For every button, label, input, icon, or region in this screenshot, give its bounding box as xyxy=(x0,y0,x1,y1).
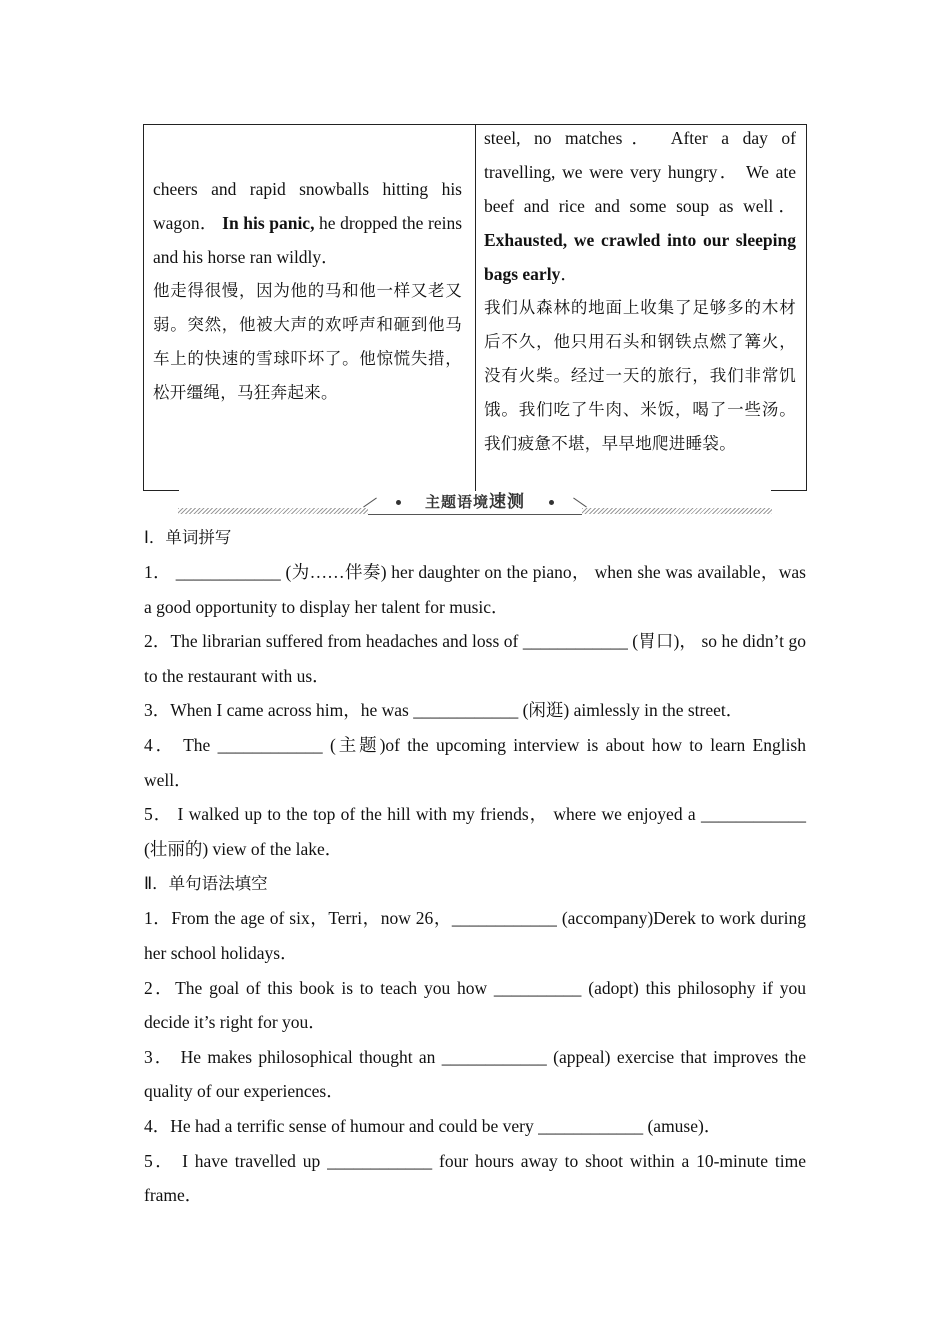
section-1-item-5: 5． I walked up to the top of the hill with my friends， where we enjoyed a ____________ (壮丽的) view of the lake． xyxy=(144,804,806,859)
section-2-heading: Ⅱ．单句语法填空 xyxy=(144,874,268,894)
table-right-cell xyxy=(484,121,796,461)
banner-hatch-left xyxy=(178,508,368,514)
banner-hatch-right xyxy=(582,508,772,514)
left-english-text-2: he dropped the reins and his horse ran wildly． xyxy=(153,213,463,267)
section-1-item-4: 4． The ____________ (主题)of the upcoming interview is about how to learn English well． xyxy=(144,734,806,790)
column-divider xyxy=(475,125,476,491)
exercise-content xyxy=(144,520,806,1213)
banner-title: 主题语境速测 xyxy=(424,492,525,512)
section-banner xyxy=(178,492,772,514)
right-english-text: steel, no matches． After a day of travelling, we were very hungry． We ate beef and rice and some soup as well． xyxy=(484,128,796,216)
left-english-bold: In his panic, xyxy=(222,213,315,233)
section-2-item-4: 4．He had a terrific sense of humour and could be very ____________ (amuse)． xyxy=(144,1115,722,1136)
right-english-bold: Exhausted, we crawled into our sleeping bags early xyxy=(484,230,796,284)
table-left-cell xyxy=(153,172,462,410)
banner-tab xyxy=(368,492,582,515)
section-2-item-2: 2．The goal of this book is to teach you how __________ (adopt) this philosophy if you decide it’s right for you． xyxy=(144,977,806,1033)
section-1-item-2: 2．The librarian suffered from headaches and loss of ____________ (胃口)， so he didn’t go to the restaurant with us． xyxy=(144,631,806,686)
table-bottom-left-rule xyxy=(143,490,179,491)
section-1-item-1: 1． ____________ (为……伴奏) her daughter on the piano， when she was available，was a good opportunity to display her talent for music． xyxy=(144,562,806,617)
section-2-item-1: 1．From the age of six，Terri，now 26，____________ (accompany)Derek to work during her school holidays． xyxy=(144,908,806,963)
section-2-item-5: 5． I have travelled up ____________ four hours away to shoot within a 10-minute time frame． xyxy=(144,1150,806,1206)
table-bottom-right-rule xyxy=(771,490,807,491)
right-chinese-text: 我们从森林的地面上收集了足够多的木材后不久，他只用石头和钢铁点燃了篝火，没有火柴。经过一天的旅行，我们非常饥饿。我们吃了牛肉、米饭，喝了一些汤。我们疲惫不堪，早早地爬进睡袋。 xyxy=(484,298,796,453)
left-chinese-text: 他走得很慢，因为他的马和他一样又老又弱。突然，他被大声的欢呼声和砸到他马车上的快速的雪球吓坏了。他惊慌失措，松开缰绳，马狂奔起来。 xyxy=(153,281,462,402)
left-english-text: cheers and rapid snowballs hitting his wagon． xyxy=(153,179,462,233)
section-1-heading: Ⅰ．单词拼写 xyxy=(144,528,232,547)
right-english-end: ． xyxy=(560,264,578,284)
translation-table xyxy=(143,124,807,491)
section-1-item-3: 3．When I came across him，he was ____________ (闲逛) aimlessly in the street． xyxy=(144,700,744,721)
section-2-item-3: 3． He makes philosophical thought an ____________ (appeal) exercise that improves the quality of our experiences． xyxy=(144,1046,806,1102)
